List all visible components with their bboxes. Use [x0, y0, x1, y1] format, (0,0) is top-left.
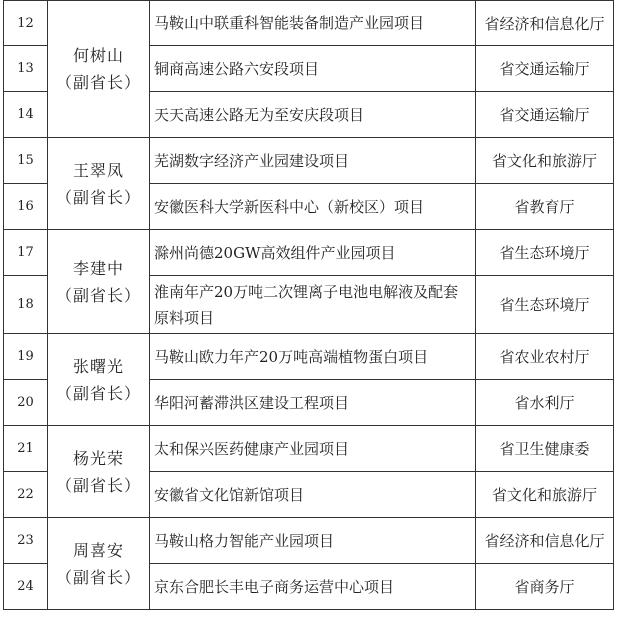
- leader-title: （副省长）: [55, 187, 141, 207]
- row-number: 18: [4, 276, 48, 334]
- row-number: 17: [4, 230, 48, 276]
- project-name: 淮南年产20万吨二次锂离子电池电解液及配套原料项目: [150, 276, 476, 334]
- project-assignment-table: [3, 0, 614, 610]
- project-name: 太和保兴医药健康产业园项目: [150, 426, 476, 472]
- row-number: 15: [4, 138, 48, 184]
- leader-cell: [48, 138, 150, 230]
- responsible-department: 省水利厅: [476, 380, 614, 426]
- project-name: 京东合肥长丰电子商务运营中心项目: [150, 564, 476, 610]
- leader-title: （副省长）: [55, 383, 141, 403]
- leader-name: 王翠凤: [72, 160, 124, 180]
- table-row: [4, 518, 614, 564]
- row-number: 23: [4, 518, 48, 564]
- row-number: 13: [4, 46, 48, 92]
- responsible-department: 省经济和信息化厅: [476, 1, 614, 46]
- project-name: 滁州尚德20GW高效组件产业园项目: [150, 230, 476, 276]
- leader-cell: [48, 1, 150, 138]
- project-name: 马鞍山中联重科智能装备制造产业园项目: [150, 1, 476, 46]
- leader-cell: [48, 426, 150, 518]
- leader-name: 周喜安: [72, 540, 124, 560]
- leader-title: （副省长）: [55, 285, 141, 305]
- responsible-department: 省商务厅: [476, 564, 614, 610]
- responsible-department: 省农业农村厅: [476, 334, 614, 380]
- table-row: [4, 138, 614, 184]
- project-name: 安徽医科大学新医科中心（新校区）项目: [150, 184, 476, 230]
- row-number: 24: [4, 564, 48, 610]
- responsible-department: 省生态环境厅: [476, 276, 614, 334]
- responsible-department: 省文化和旅游厅: [476, 138, 614, 184]
- leader-title: （副省长）: [55, 475, 141, 495]
- responsible-department: 省卫生健康委: [476, 426, 614, 472]
- project-name: 天天高速公路无为至安庆段项目: [150, 92, 476, 138]
- table-row: [4, 230, 614, 276]
- responsible-department: 省交通运输厅: [476, 92, 614, 138]
- leader-title: （副省长）: [55, 73, 141, 92]
- responsible-department: 省文化和旅游厅: [476, 472, 614, 518]
- row-number: 12: [4, 1, 48, 46]
- row-number: 20: [4, 380, 48, 426]
- project-name: 芜湖数字经济产业园建设项目: [150, 138, 476, 184]
- responsible-department: 省经济和信息化厅: [476, 518, 614, 564]
- leader-name: 何树山: [72, 46, 124, 65]
- table-row: [4, 1, 614, 46]
- responsible-department: 省生态环境厅: [476, 230, 614, 276]
- table-row: [4, 334, 614, 380]
- project-name: 马鞍山格力智能产业园项目: [150, 518, 476, 564]
- leader-name: 杨光荣: [72, 448, 124, 468]
- project-name: 马鞍山欧力年产20万吨高端植物蛋白项目: [150, 334, 476, 380]
- leader-title: （副省长）: [55, 567, 141, 587]
- project-name: 安徽省文化馆新馆项目: [150, 472, 476, 518]
- project-name: 华阳河蓄滞洪区建设工程项目: [150, 380, 476, 426]
- responsible-department: 省交通运输厅: [476, 46, 614, 92]
- leader-cell: [48, 518, 150, 610]
- row-number: 16: [4, 184, 48, 230]
- project-name: 铜商高速公路六安段项目: [150, 46, 476, 92]
- leader-name: 张曙光: [72, 356, 124, 376]
- responsible-department: 省教育厅: [476, 184, 614, 230]
- table-row: [4, 426, 614, 472]
- leader-cell: [48, 230, 150, 334]
- row-number: 22: [4, 472, 48, 518]
- leader-cell: [48, 334, 150, 426]
- row-number: 14: [4, 92, 48, 138]
- row-number: 21: [4, 426, 48, 472]
- leader-name: 李建中: [72, 258, 124, 278]
- row-number: 19: [4, 334, 48, 380]
